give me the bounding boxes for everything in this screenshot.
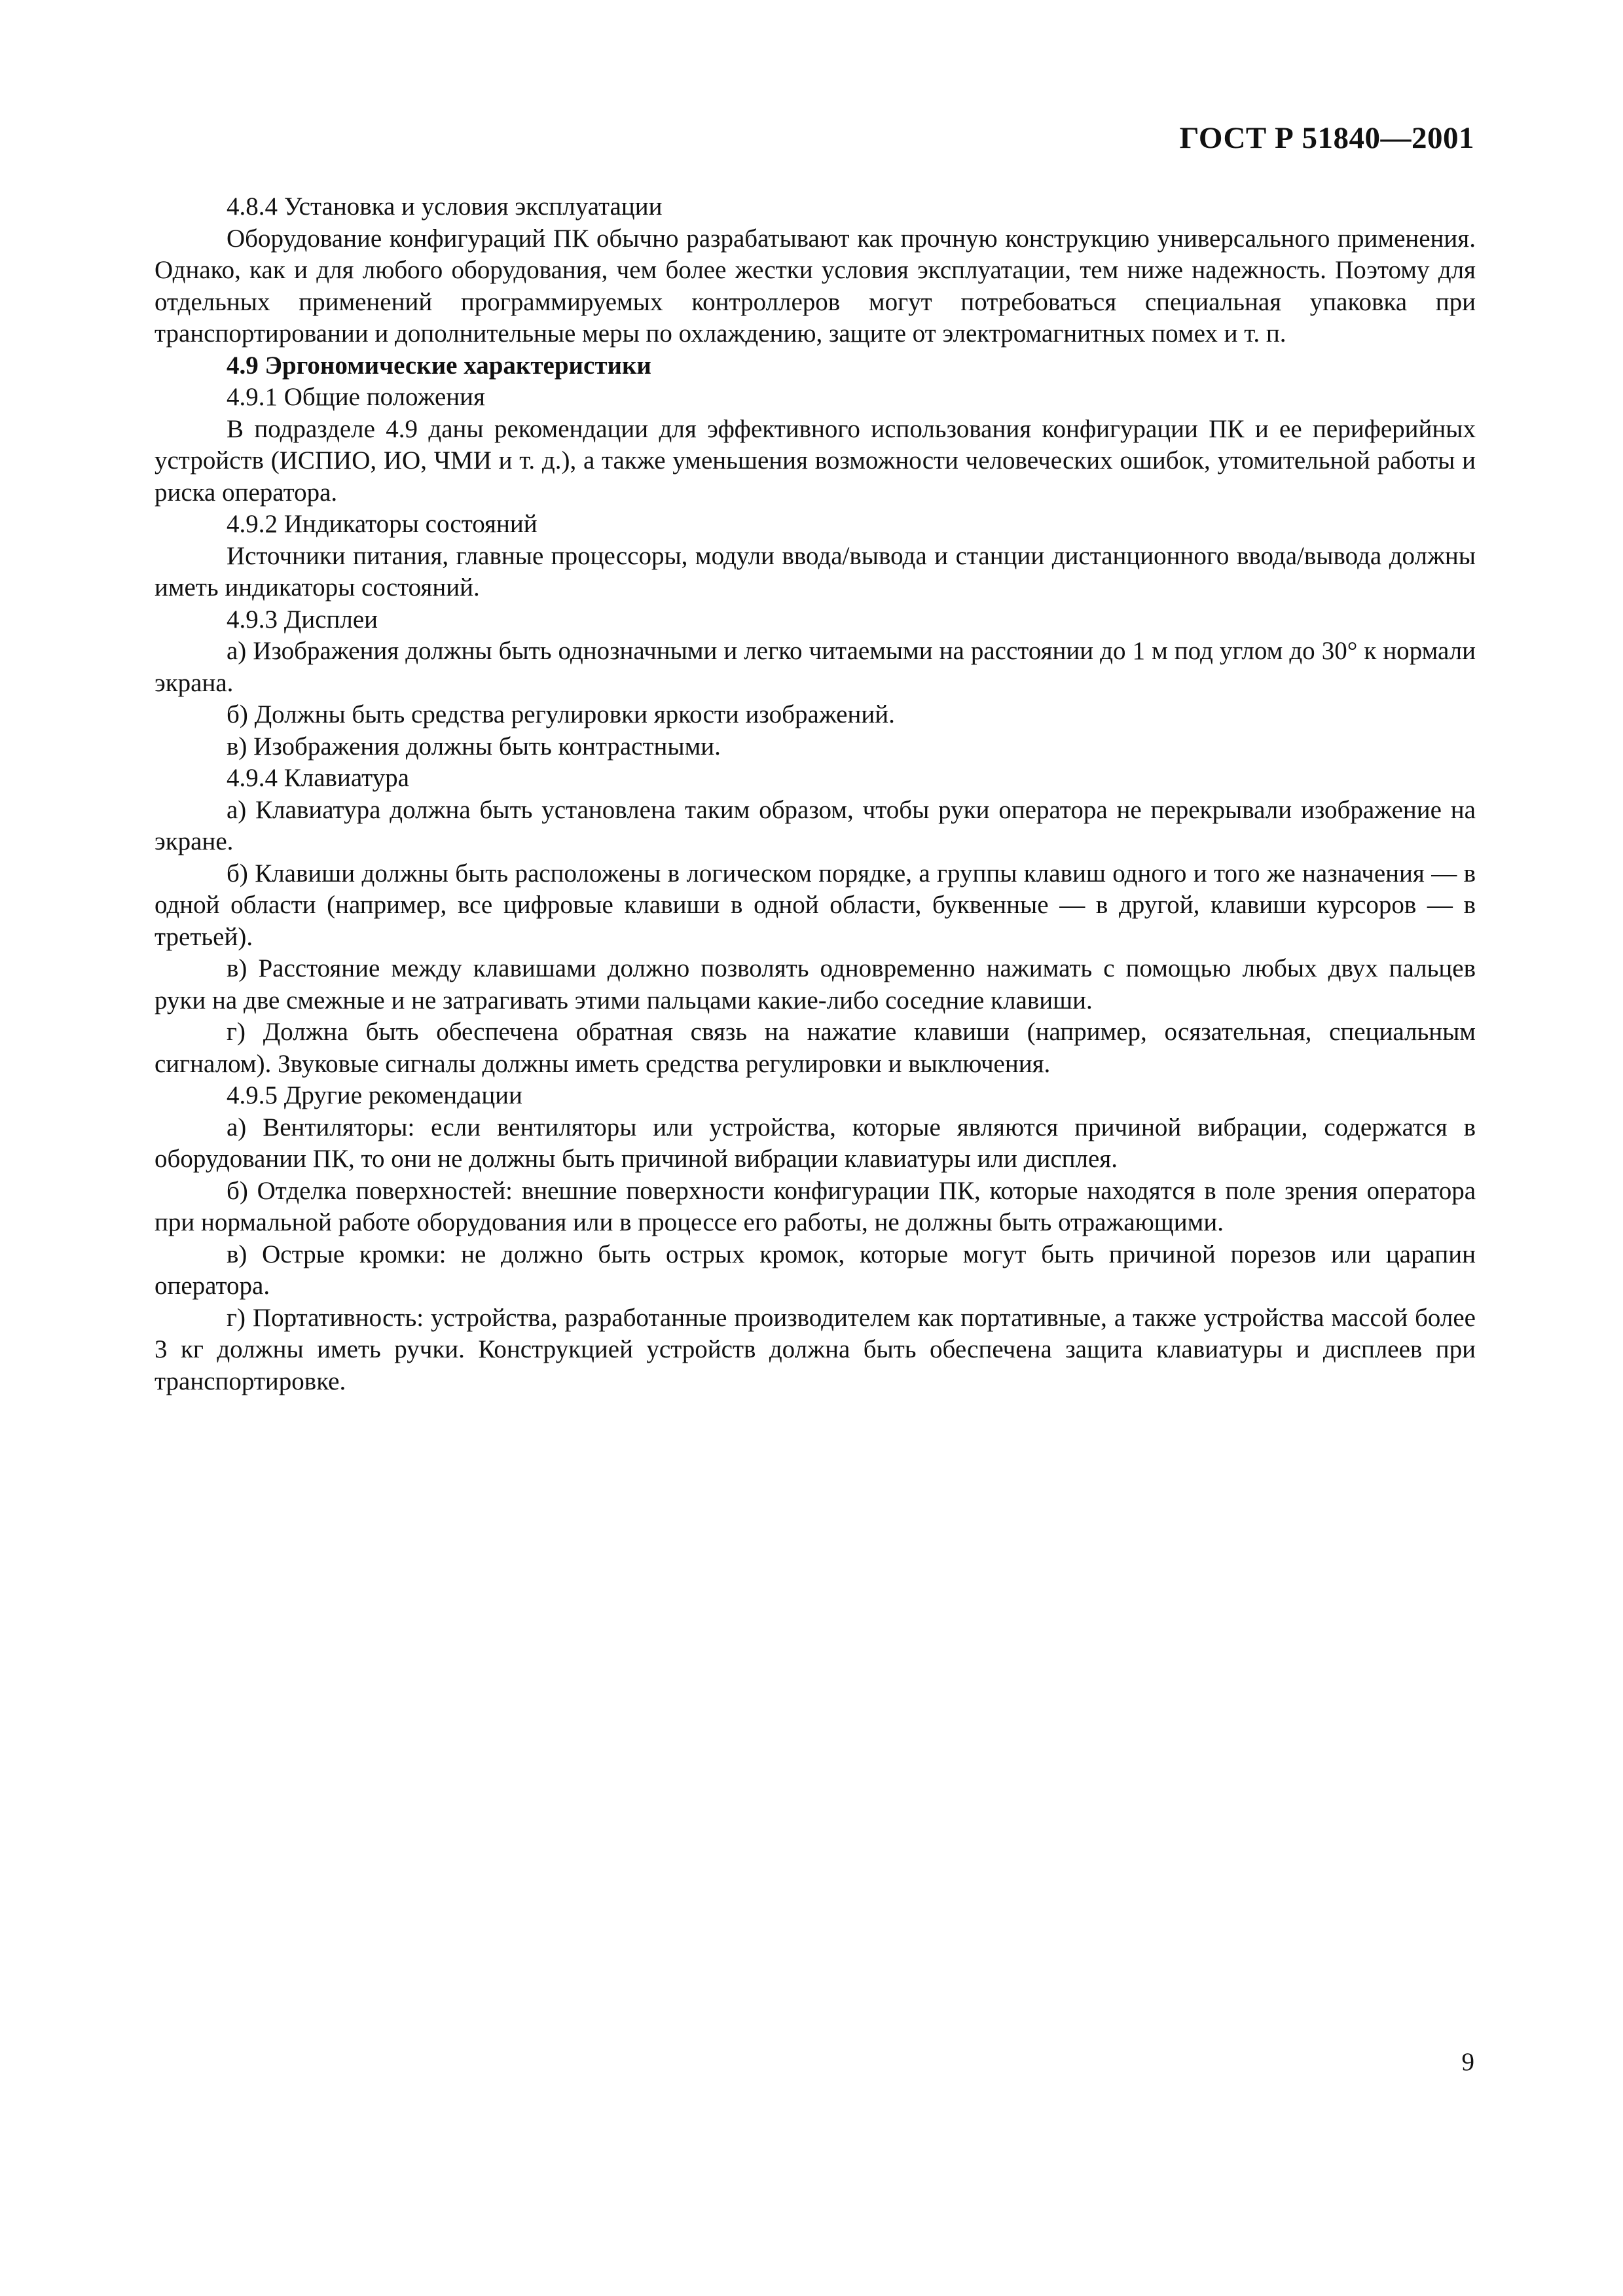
list-item: в) Расстояние между клавишами должно позволять одновременно нажимать с помощью любых двух пальцев руки на две смежные и не затрагивать этими пальцами какие-либо соседние клавиши.	[155, 954, 1476, 1014]
list-item: в) Острые кромки: не должно быть острых кромок, которые могут быть причиной порезов или царапин оператора.	[155, 1240, 1476, 1300]
list-item: а) Клавиатура должна быть установлена таким образом, чтобы руки оператора не перекрывали изображение на экране.	[155, 795, 1476, 855]
list-item: б) Отделка поверхностей: внешние поверхности конфигурации ПК, которые находятся в поле зрения оператора при нормальной работе оборудования или в процессе его работы, не должны быть отражающими.	[155, 1176, 1476, 1236]
document-header: ГОСТ Р 51840—2001	[1179, 121, 1474, 155]
subsection-title: 4.9.5 Другие рекомендации	[227, 1081, 522, 1109]
list-item: г) Должна быть обеспечена обратная связь на нажатие клавиши (например, осязательная, специальным сигналом). Звуковые сигналы должны иметь средства регулировки и выключения.	[155, 1018, 1476, 1078]
subsection-title: 4.9.4 Клавиатура	[227, 764, 409, 792]
subsection-title: 4.9.2 Индикаторы состояний	[227, 510, 538, 538]
page-number: 9	[1461, 2048, 1474, 2076]
section-heading: 4.9 Эргономические характеристики	[227, 351, 651, 380]
list-item: г) Портативность: устройства, разработанные производителем как портативные, а также устройства массой более 3 кг должны иметь ручки. Конструкцией устройств должна быть обеспечена защита клавиатуры и дисплеев при транспортировке.	[155, 1303, 1476, 1395]
list-item: в) Изображения должны быть контрастными.	[227, 732, 721, 761]
body-paragraph: Оборудование конфигураций ПК обычно разрабатывают как прочную конструкцию универсального применения. Однако, как и для любого оборудования, чем более жестки условия эксплуатации, тем ниже надежность. Поэтому для отдельных применений программируемых контроллеров могут потребоваться специальная упаковка при транспортировании и дополнительные меры по охлаждению, защите от электромагнитных помех и т. п.	[155, 224, 1476, 348]
document-body	[155, 191, 1476, 1397]
subsection-title: 4.9.3 Дисплеи	[227, 605, 378, 634]
list-item: б) Должны быть средства регулировки яркости изображений.	[227, 700, 895, 728]
list-item: а) Изображения должны быть однозначными и легко читаемыми на расстоянии до 1 м под углом до 30° к нормали экрана.	[155, 637, 1476, 697]
body-paragraph: В подразделе 4.9 даны рекомендации для эффективного использования конфигурации ПК и ее периферийных устройств (ИСПИО, ИО, ЧМИ и т. д.), а также уменьшения возможности человеческих ошибок, утомительной работы и риска оператора.	[155, 414, 1476, 507]
subsection-title: 4.9.1 Общие положения	[227, 383, 485, 411]
body-paragraph: Источники питания, главные процессоры, модули ввода/вывода и станции дистанционного ввода/вывода должны иметь индикаторы состояний.	[155, 541, 1476, 601]
list-item: а) Вентиляторы: если вентиляторы или устройства, которые являются причиной вибрации, содержатся в оборудовании ПК, то они не должны быть причиной вибрации клавиатуры или дисплея.	[155, 1113, 1476, 1173]
subsection-title: 4.8.4 Установка и условия эксплуатации	[227, 192, 663, 221]
list-item: б) Клавиши должны быть расположены в логическом порядке, а группы клавиш одного и того же назначения — в одной области (например, все цифровые клавиши в одной области, буквенные — в другой, клавиши курсоров — в третьей).	[155, 859, 1476, 951]
